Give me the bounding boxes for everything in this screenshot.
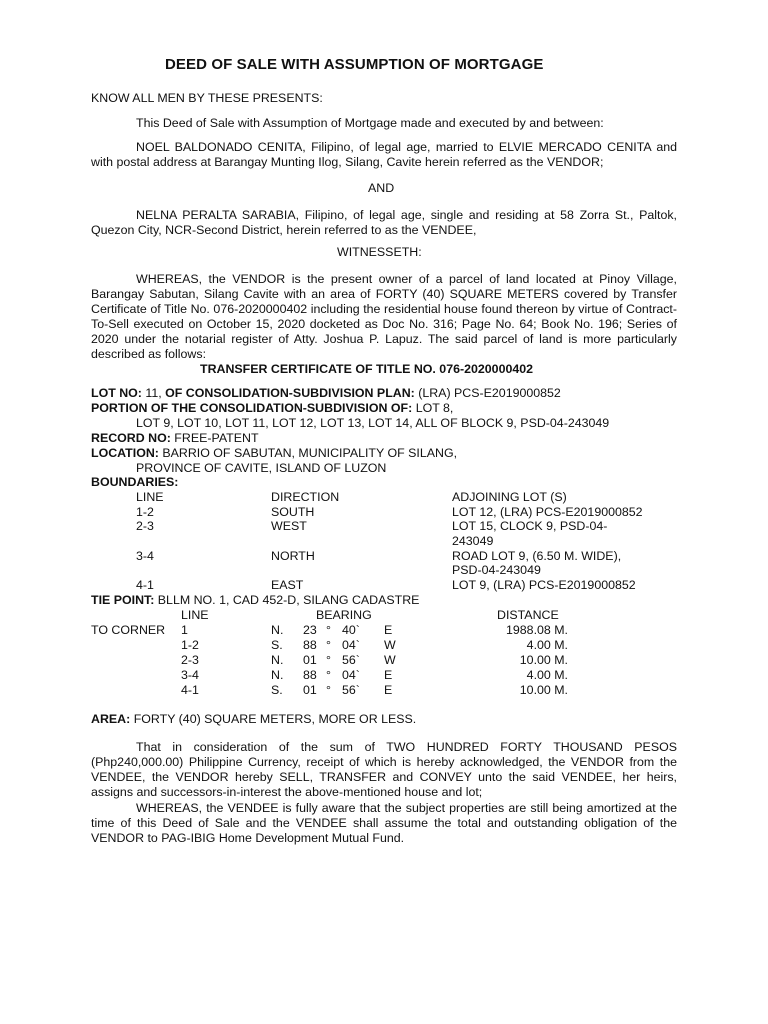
bearing-ew: W — [384, 638, 396, 652]
bearing-minutes: 56` — [342, 683, 360, 697]
consideration-paragraph: That in consideration of the sum of TWO HUNDRED FORTY THOUSAND PESOS (Php240,000.00) Philippine Currency, receipt of which is hereby acknowledged, the VENDOR from the VENDEE, the VENDOR hereby SELL, TRANSFER and CONVEY unto the said VENDEE, her heirs, assigns and successors-in-interest the above-mentioned house and lot; — [91, 740, 677, 799]
boundary-direction: NORTH — [271, 549, 315, 563]
boundaries-label: BOUNDARIES: — [91, 475, 179, 489]
bearing-ew: E — [384, 668, 393, 682]
bearing-distance: 1988.08 M. — [506, 623, 568, 637]
tct-heading: TRANSFER CERTIFICATE OF TITLE NO. 076-2020000402 — [200, 362, 534, 376]
record-label: RECORD NO: — [91, 431, 171, 445]
record-line — [91, 431, 259, 446]
area-line — [91, 712, 416, 727]
bearing-degrees: 01 — [303, 683, 317, 697]
portion-label: PORTION OF THE CONSOLIDATION-SUBDIVISION OF: — [91, 401, 413, 415]
bearing-degree-symbol: ° — [326, 683, 331, 697]
area-value: FORTY (40) SQUARE METERS, MORE OR LESS. — [130, 712, 417, 726]
bearing-distance: 10.00 M. — [519, 653, 568, 667]
boundaries-header-line: LINE — [136, 490, 164, 504]
bearing-ew: E — [384, 623, 393, 637]
lot-no-line — [91, 386, 561, 401]
portion-value: LOT 8, — [412, 401, 454, 415]
tie-point-line — [91, 593, 419, 608]
boundary-adjoining: LOT 9, (LRA) PCS-E2019000852 — [452, 578, 636, 592]
bearing-minutes: 04` — [342, 668, 360, 682]
table-row-continuation — [0, 534, 768, 549]
lot-no-value: 11, — [141, 386, 166, 400]
boundary-adjoining-cont: PSD-04-243049 — [452, 563, 541, 577]
portion-line — [91, 401, 453, 416]
bearing-degrees: 23 — [303, 623, 317, 637]
bearing-ns: N. — [271, 653, 284, 667]
bearings-header-distance: DISTANCE — [497, 608, 559, 622]
bearing-ns: N. — [271, 668, 284, 682]
table-row — [0, 505, 768, 520]
table-row — [0, 578, 768, 593]
boundary-adjoining-cont: 243049 — [452, 534, 494, 548]
plan-value: (LRA) PCS-E2019000852 — [414, 386, 561, 400]
location-line — [91, 446, 457, 461]
bearing-ew: W — [384, 653, 396, 667]
bearing-degree-symbol: ° — [326, 653, 331, 667]
executed-by-line: This Deed of Sale with Assumption of Mortgage made and executed by and between: — [136, 116, 604, 130]
table-row — [0, 623, 768, 638]
tie-point-value: BLLM NO. 1, CAD 452-D, SILANG CADASTRE — [154, 593, 420, 607]
bearing-ns: N. — [271, 623, 284, 637]
boundary-direction: EAST — [271, 578, 304, 592]
bearings-header-line: LINE — [181, 608, 209, 622]
bearing-line: 3-4 — [181, 668, 199, 682]
bearing-minutes: 56` — [342, 653, 360, 667]
boundaries-header-adjoining: ADJOINING LOT (S) — [452, 490, 567, 504]
table-row — [0, 668, 768, 683]
table-row — [0, 638, 768, 653]
boundary-direction: SOUTH — [271, 505, 315, 519]
table-row — [0, 653, 768, 668]
bearing-degrees: 88 — [303, 638, 317, 652]
bearing-line: 2-3 — [181, 653, 199, 667]
bearing-degree-symbol: ° — [326, 623, 331, 637]
bearing-line: 4-1 — [181, 683, 199, 697]
vendee-paragraph: NELNA PERALTA SARABIA, Filipino, of legal age, single and residing at 58 Zorra St., Paltok, Quezon City, NCR-Second District, herein referred to as the VENDEE, — [91, 208, 677, 237]
bearings-header-row — [0, 608, 768, 623]
boundary-adjoining: ROAD LOT 9, (6.50 M. WIDE), — [452, 549, 622, 563]
table-row-continuation — [0, 563, 768, 578]
bearing-degrees: 88 — [303, 668, 317, 682]
vendor-paragraph: NOEL BALDONADO CENITA, Filipino, of legal age, married to ELVIE MERCADO CENITA and with postal address at Barangay Munting Ilog, Silang, Cavite herein referred as the VENDOR; — [91, 140, 677, 169]
portion-continuation: LOT 9, LOT 10, LOT 11, LOT 12, LOT 13, LOT 14, ALL OF BLOCK 9, PSD-04-243049 — [136, 416, 610, 430]
boundaries-header-row — [0, 490, 768, 505]
boundaries-header-direction: DIRECTION — [271, 490, 340, 504]
boundary-line: 1-2 — [136, 505, 154, 519]
table-row — [0, 683, 768, 698]
boundary-line: 2-3 — [136, 519, 154, 533]
area-label: AREA: — [91, 712, 131, 726]
bearing-prefix: TO CORNER — [91, 623, 166, 637]
table-row — [0, 549, 768, 564]
bearing-distance: 4.00 M. — [526, 638, 568, 652]
bearing-ns: S. — [271, 638, 283, 652]
bearings-header-bearing: BEARING — [316, 608, 372, 622]
bearing-degrees: 01 — [303, 653, 317, 667]
intro-line: KNOW ALL MEN BY THESE PRESENTS: — [91, 91, 323, 105]
boundary-adjoining: LOT 15, CLOCK 9, PSD-04- — [452, 519, 608, 533]
tie-point-label: TIE POINT: — [91, 593, 155, 607]
table-row — [0, 519, 768, 534]
witnesseth-label: WITNESSETH: — [337, 245, 422, 259]
lot-no-label: LOT NO: — [91, 386, 142, 400]
location-value: BARRIO OF SABUTAN, MUNICIPALITY OF SILANG, — [158, 446, 458, 460]
bearing-minutes: 04` — [342, 638, 360, 652]
location-label: LOCATION: — [91, 446, 159, 460]
boundary-line: 4-1 — [136, 578, 154, 592]
boundary-direction: WEST — [271, 519, 307, 533]
whereas-mortgage-paragraph: WHEREAS, the VENDEE is fully aware that the subject properties are still being amortized at the time of this Deed of Sale and the VENDEE shall assume the total and outstanding obligation of the VENDOR to PAG-IBIG Home Development Mutual Fund. — [91, 801, 677, 845]
bearing-distance: 4.00 M. — [526, 668, 568, 682]
document-title: DEED OF SALE WITH ASSUMPTION OF MORTGAGE — [165, 56, 544, 73]
bearing-ew: E — [384, 683, 393, 697]
bearing-degree-symbol: ° — [326, 638, 331, 652]
whereas-ownership-paragraph: WHEREAS, the VENDOR is the present owner of a parcel of land located at Pinoy Village, Barangay Sabutan, Silang Cavite with an area of FORTY (40) SQUARE METERS covered by Transfer Certificate of Title No. 076-2020000402 including the residential house found thereon by virtue of Contract-To-Sell executed on October 15, 2020 docketed as Doc No. 316; Page No. 64; Book No. 196; Series of 2020 under the notarial register of Atty. Joshua P. Lapuz. The said parcel of land is more particularly described as follows: — [91, 272, 677, 361]
location-continuation: PROVINCE OF CAVITE, ISLAND OF LUZON — [136, 461, 387, 475]
plan-label: OF CONSOLIDATION-SUBDIVISION PLAN: — [165, 386, 415, 400]
bearing-line: 1-2 — [181, 638, 199, 652]
bearing-degree-symbol: ° — [326, 668, 331, 682]
bearing-ns: S. — [271, 683, 283, 697]
and-label: AND — [368, 181, 395, 195]
boundary-line: 3-4 — [136, 549, 154, 563]
record-value: FREE-PATENT — [170, 431, 259, 445]
bearing-line: 1 — [181, 623, 188, 637]
boundary-adjoining: LOT 12, (LRA) PCS-E2019000852 — [452, 505, 643, 519]
bearing-distance: 10.00 M. — [519, 683, 568, 697]
bearing-minutes: 40` — [342, 623, 360, 637]
